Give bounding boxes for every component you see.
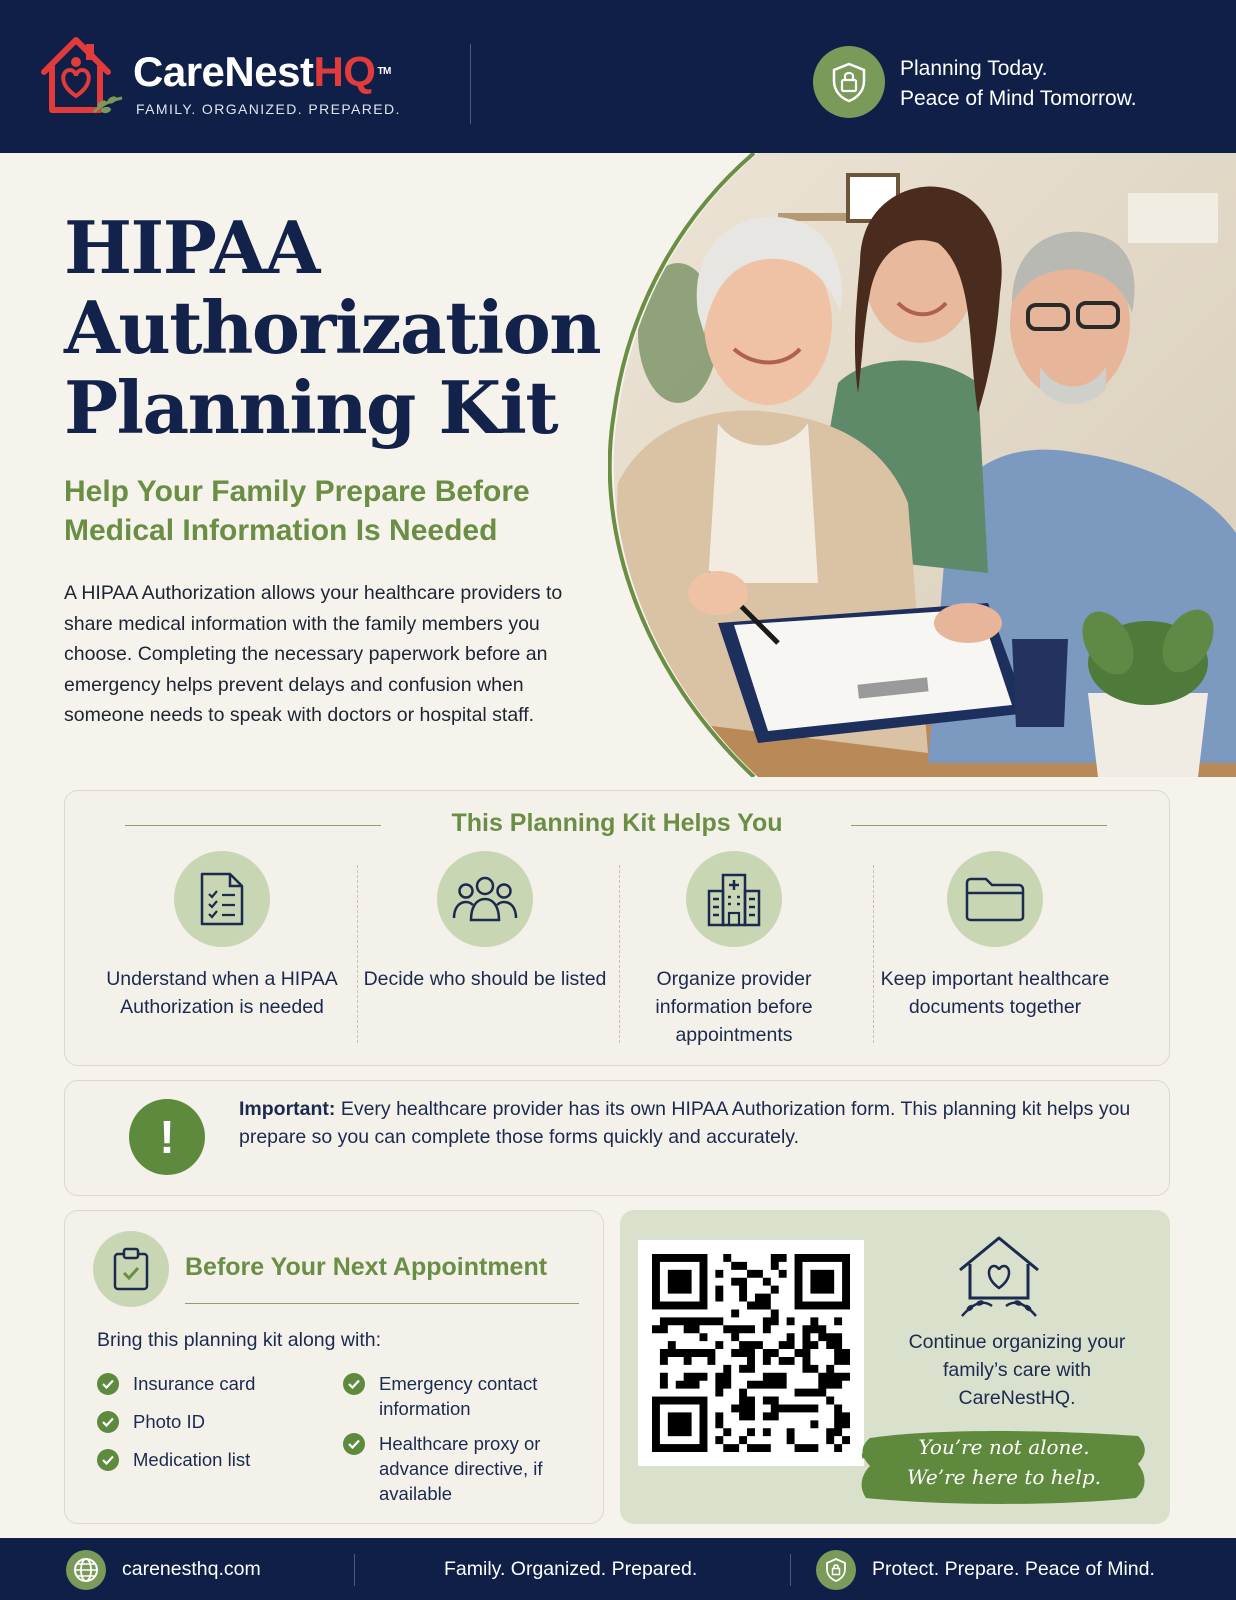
qr-card-text: Continue organizing your family’s care with CareNestHQ. (908, 1331, 1126, 1409)
header-bar (0, 0, 1236, 153)
exclamation-icon: ! (129, 1099, 205, 1175)
header-motto (900, 54, 1137, 114)
clipboard-check-icon (93, 1231, 169, 1307)
feature-decide-text: Decide who should be listed (363, 968, 607, 990)
footer-divider (354, 1554, 355, 1586)
list-item: Healthcare proxy or advance directive, if available (343, 1431, 583, 1506)
qr-finder-pattern (810, 1270, 834, 1294)
house-heart-logo-icon (36, 30, 126, 120)
hospital-building-icon (686, 851, 782, 947)
important-label: Important: (239, 1098, 336, 1120)
brand-name (133, 48, 391, 96)
feature-divider (357, 865, 358, 1043)
header-divider (470, 44, 471, 124)
family-photo (608, 153, 1236, 777)
check-icon (343, 1433, 365, 1455)
title-line-3: Planning Kit (64, 365, 558, 450)
appointment-title: Before Your Next Appointment (185, 1253, 548, 1281)
checklist-left (97, 1371, 317, 1472)
list-item: Emergency contact information (343, 1371, 583, 1421)
feature-organize-text: Organize provider information before appointments (655, 968, 813, 1046)
house-heart-icon (952, 1232, 1046, 1322)
brand-name-carenest: CareNest (133, 48, 314, 95)
qr-card (620, 1210, 1170, 1524)
helps-title: This Planning Kit Helps You (451, 809, 783, 837)
footer-promise: Protect. Prepare. Peace of Mind. (872, 1558, 1155, 1580)
brand-tagline: FAMILY. ORGANIZED. PREPARED. (136, 101, 401, 117)
title-line-1: HIPAA (64, 205, 319, 290)
appointment-rule (185, 1303, 579, 1304)
globe-icon (66, 1550, 106, 1590)
slogan-line-2: We’re here to help. (906, 1465, 1102, 1489)
slogan-line-1: You’re not alone. (918, 1435, 1090, 1459)
qr-finder-pattern (668, 1412, 692, 1436)
folder-icon (947, 851, 1043, 947)
feature-keep (870, 851, 1120, 1021)
people-group-icon (437, 851, 533, 947)
shield-lock-icon (816, 1550, 856, 1590)
check-icon (97, 1411, 119, 1433)
important-text (239, 1095, 1139, 1151)
qr-finder-pattern (668, 1270, 692, 1294)
brand-name-hq: HQ (313, 48, 376, 95)
shield-lock-icon (813, 46, 885, 118)
feature-keep-text: Keep important healthcare documents together (880, 968, 1110, 1018)
slogan (856, 1432, 1152, 1492)
footer-divider (790, 1554, 791, 1586)
list-item: Photo ID (97, 1409, 317, 1434)
page-subtitle: Help Your Family Prepare Before Medical Information Is Needed (64, 475, 530, 547)
motto-line-1: Planning Today. (900, 57, 1048, 80)
feature-decide (360, 851, 610, 993)
qr-code[interactable] (638, 1240, 864, 1466)
appointment-card (64, 1210, 604, 1524)
intro-paragraph: A HIPAA Authorization allows your healthcare providers to share medical information with the family members you choose. Completing the necessary paperwork before an emergency helps prevent delays and confusion when someone needs to speak with doctors or hospital staff. (64, 582, 563, 726)
title-line-2: Authorization (64, 285, 601, 370)
important-notice (64, 1080, 1170, 1196)
list-item: Insurance card (97, 1371, 317, 1396)
feature-organize (609, 851, 859, 1049)
page-title (64, 205, 601, 450)
planning-kit-helps-panel (64, 790, 1170, 1066)
motto-line-2: Peace of Mind Tomorrow. (900, 87, 1137, 110)
trademark: TM (377, 66, 391, 77)
appointment-lead: Bring this planning kit along with: (97, 1329, 381, 1351)
footer-bar (0, 1538, 1236, 1600)
list-item: Medication list (97, 1447, 317, 1472)
check-icon (97, 1449, 119, 1471)
website-link[interactable]: carenesthq.com (122, 1558, 261, 1580)
check-icon (97, 1373, 119, 1395)
checklist-document-icon (174, 851, 270, 947)
checklist-right (343, 1371, 583, 1506)
feature-understand (97, 851, 347, 1021)
important-body: Every healthcare provider has its own HIPAA Authorization form. This planning kit helps you prepare so you can complete those forms quickly and accurately. (239, 1098, 1131, 1148)
feature-understand-text: Understand when a HIPAA Authorization is needed (106, 968, 338, 1018)
footer-tagline: Family. Organized. Prepared. (444, 1558, 698, 1580)
check-icon (343, 1373, 365, 1395)
